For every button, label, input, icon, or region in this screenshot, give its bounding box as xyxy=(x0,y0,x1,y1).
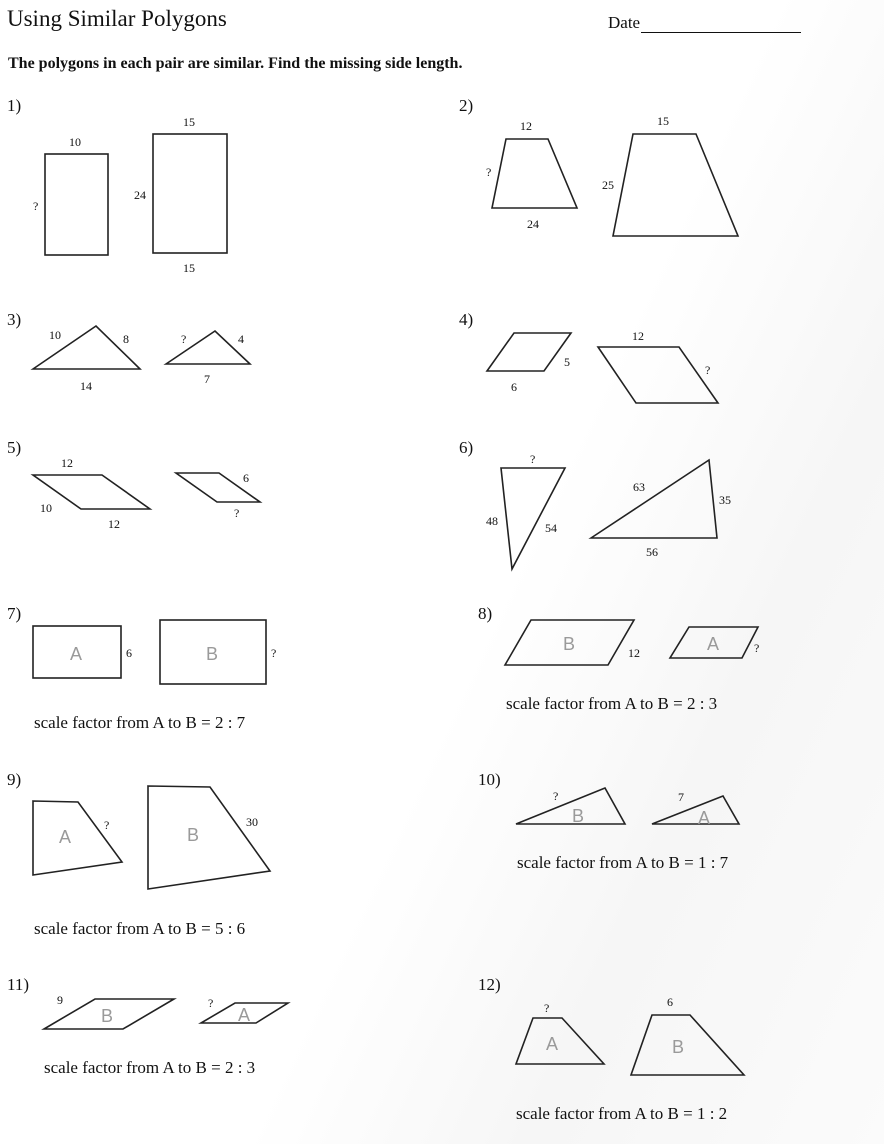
label: 15 xyxy=(657,114,669,128)
trapezoid-a xyxy=(516,1018,604,1064)
problem-8-scale-factor: scale factor from A to B = 2 : 3 xyxy=(506,694,718,713)
label: 15 xyxy=(183,261,195,275)
label: ? xyxy=(33,199,39,213)
label: 35 xyxy=(719,493,731,507)
problem-10-number: 10) xyxy=(478,770,501,789)
label: 24 xyxy=(134,188,146,202)
label: 14 xyxy=(80,379,92,393)
label: ? xyxy=(705,363,711,377)
problem-1-number: 1) xyxy=(7,96,22,115)
problem-1-figures xyxy=(33,115,227,275)
label: 9 xyxy=(57,993,63,1007)
problem-11-scale-factor: scale factor from A to B = 2 : 3 xyxy=(44,1058,256,1077)
problem-2-figures xyxy=(486,114,738,236)
label: ? xyxy=(208,996,214,1010)
triangle-a xyxy=(652,796,739,824)
problem-7-number: 7) xyxy=(7,604,22,623)
shape-letter: B xyxy=(672,1037,685,1057)
shape-letter: B xyxy=(572,806,585,826)
label: 10 xyxy=(69,135,81,149)
triangle-a xyxy=(33,326,140,369)
problem-12-number: 12) xyxy=(478,975,501,994)
label: ? xyxy=(234,506,240,520)
problem-4-number: 4) xyxy=(459,310,474,329)
label: ? xyxy=(181,332,187,346)
problem-8-figures xyxy=(505,620,759,665)
label: 54 xyxy=(545,521,557,535)
parallelogram-a xyxy=(33,475,150,509)
triangle-b xyxy=(516,788,625,824)
label: 4 xyxy=(238,332,244,346)
label: 5 xyxy=(564,355,570,369)
label: ? xyxy=(104,818,110,832)
triangle-a xyxy=(501,468,565,569)
shape-letter: A xyxy=(70,644,83,664)
shape-letter: A xyxy=(698,808,711,828)
problem-2-number: 2) xyxy=(459,96,474,115)
problem-9-figures xyxy=(33,786,270,889)
label: 30 xyxy=(246,815,258,829)
label: 8 xyxy=(123,332,129,346)
rectangle-b xyxy=(153,134,227,253)
problem-7-figures xyxy=(33,620,276,684)
date-label: Date xyxy=(608,13,641,32)
problem-5-figures xyxy=(33,456,260,531)
problem-8-number: 8) xyxy=(478,604,493,623)
problem-3-figures xyxy=(33,326,250,393)
label: ? xyxy=(553,789,559,803)
label: 24 xyxy=(527,217,539,231)
label: 15 xyxy=(183,115,195,129)
date-field xyxy=(608,13,801,33)
parallelogram-b xyxy=(505,620,634,665)
triangle-b xyxy=(591,460,717,538)
shape-letter: B xyxy=(563,634,576,654)
quadrilateral-b xyxy=(148,786,270,889)
label: 12 xyxy=(628,646,640,660)
problem-11-figures xyxy=(44,993,288,1029)
parallelogram-b xyxy=(176,473,260,502)
label: 6 xyxy=(243,471,249,485)
trapezoid-b xyxy=(631,1015,744,1075)
shape-letter: B xyxy=(101,1006,114,1026)
parallelogram-a xyxy=(487,333,571,371)
problem-11-number: 11) xyxy=(7,975,30,994)
label: 10 xyxy=(49,328,61,342)
rectangle-a xyxy=(45,154,108,255)
trapezoid-a xyxy=(492,139,577,208)
label: 6 xyxy=(126,646,132,660)
parallelogram-a xyxy=(201,1003,288,1023)
label: 10 xyxy=(40,501,52,515)
trapezoid-b xyxy=(613,134,738,236)
problem-10-figures xyxy=(516,788,739,828)
problem-4-figures xyxy=(487,329,718,403)
shape-letter: A xyxy=(546,1034,559,1054)
problem-9-number: 9) xyxy=(7,770,22,789)
problem-6-number: 6) xyxy=(459,438,474,457)
parallelogram-b xyxy=(44,999,174,1029)
label: 7 xyxy=(678,790,684,804)
problem-12-scale-factor: scale factor from A to B = 1 : 2 xyxy=(516,1104,728,1123)
label: 63 xyxy=(633,480,645,494)
label: 48 xyxy=(486,514,498,528)
label: ? xyxy=(530,452,536,466)
problem-10-scale-factor: scale factor from A to B = 1 : 7 xyxy=(517,853,729,872)
shape-letter: A xyxy=(238,1005,251,1025)
label: 6 xyxy=(667,995,673,1009)
label: ? xyxy=(544,1001,550,1015)
label: 12 xyxy=(61,456,73,470)
label: 6 xyxy=(511,380,517,394)
shape-letter: A xyxy=(707,634,720,654)
problem-5-number: 5) xyxy=(7,438,22,457)
problem-7-scale-factor: scale factor from A to B = 2 : 7 xyxy=(34,713,246,732)
parallelogram-b xyxy=(598,347,718,403)
parallelogram-a xyxy=(670,627,758,658)
rectangle-a xyxy=(33,626,121,678)
quadrilateral-a xyxy=(33,801,122,875)
date-blank-line[interactable] xyxy=(641,16,801,33)
problem-9-scale-factor: scale factor from A to B = 5 : 6 xyxy=(34,919,246,938)
shape-letter: B xyxy=(187,825,200,845)
label: 12 xyxy=(632,329,644,343)
shape-letter: A xyxy=(59,827,72,847)
label: 56 xyxy=(646,545,658,559)
shape-letter: B xyxy=(206,644,219,664)
problem-6-figures xyxy=(486,452,731,569)
worksheet-title: Using Similar Polygons xyxy=(7,6,227,31)
problem-3-number: 3) xyxy=(7,310,22,329)
label: 12 xyxy=(108,517,120,531)
problem-12-figures xyxy=(516,995,744,1075)
label: 25 xyxy=(602,178,614,192)
label: ? xyxy=(486,165,492,179)
label: ? xyxy=(754,641,760,655)
label: 12 xyxy=(520,119,532,133)
triangle-b xyxy=(166,331,250,364)
rectangle-b xyxy=(160,620,266,684)
label: ? xyxy=(271,646,277,660)
instructions: The polygons in each pair are similar. Find the missing side length. xyxy=(8,55,463,72)
label: 7 xyxy=(204,372,210,386)
